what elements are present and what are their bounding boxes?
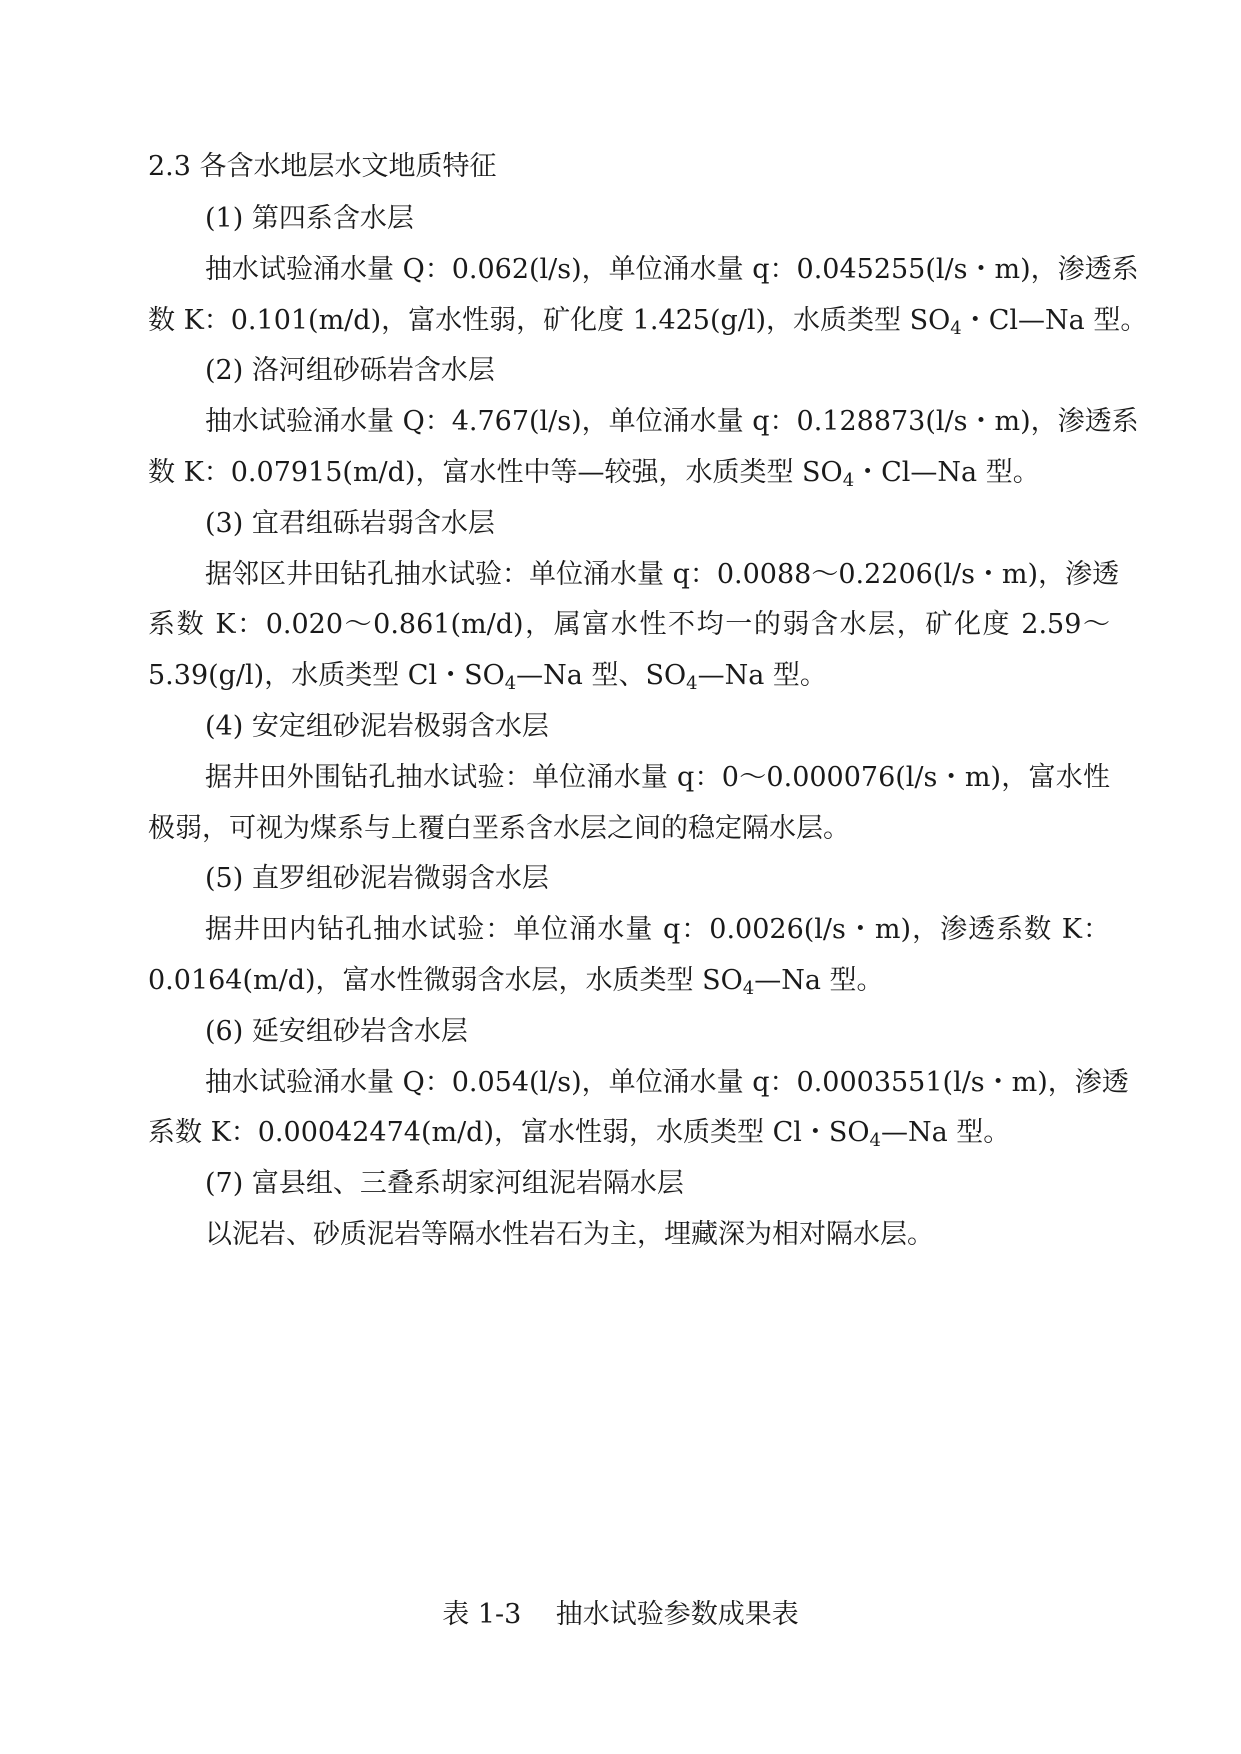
layer-heading: (2) 洛河组砂砾岩含水层 (205, 355, 495, 387)
paragraph-line: 0.0164(m/d)，富水性微弱含水层，水质类型 $SO_4—Na$ 型。 (148, 965, 884, 999)
section-title: 2.3 各含水地层水文地质特征 (148, 151, 497, 182)
paragraph-line: 系数 K：0.020～0.861(m/d)，属富水性不均一的弱含水层，矿化度 2.59～ (148, 609, 1110, 641)
layer-heading: (5) 直罗组砂泥岩微弱含水层 (205, 863, 549, 895)
paragraph-line: 系数 K：0.00042474(m/d)，富水性弱，水质类型 Cl・$SO_4—Na$ 型。 (148, 1117, 1011, 1152)
paragraph-line: 数 K：0.07915(m/d)，富水性中等—较强，水质类型 $SO_4$・Cl—Na 型。 (148, 457, 1040, 491)
paragraph-line: 据井田内钻孔抽水试验：单位涌水量 q：0.0026(l/s・m)，渗透系数 K： (205, 914, 1110, 946)
paragraph-line: 抽水试验涌水量 Q：0.054(l/s)，单位涌水量 q：0.0003551(l/s・m)，渗透 (205, 1066, 1129, 1098)
layer-heading: (3) 宜君组砾岩弱含水层 (205, 507, 495, 539)
paragraph-line: 抽水试验涌水量 Q：0.062(l/s)，单位涌水量 q：0.045255(l/s・m)，渗透系 (205, 253, 1139, 285)
layer-heading: (4) 安定组砂泥岩极弱含水层 (205, 711, 549, 742)
table-caption: 表 1-3 抽水试验参数成果表 (442, 1599, 799, 1630)
paragraph-line: 据邻区井田钻孔抽水试验：单位涌水量 q：0.0088～0.2206(l/s・m)，渗透 (205, 558, 1120, 590)
paragraph-line: 据井田外围钻孔抽水试验：单位涌水量 q：0～0.000076(l/s・m)，富水性 (205, 761, 1110, 793)
layer-heading: (1) 第四系含水层 (205, 203, 414, 234)
paragraph-line: 以泥岩、砂质泥岩等隔水性岩石为主，埋藏深为相对隔水层。 (205, 1219, 934, 1250)
layer-heading: (7) 富县组、三叠系胡家河组泥岩隔水层 (205, 1168, 684, 1200)
layer-heading: (6) 延安组砂岩含水层 (205, 1015, 468, 1047)
paragraph-line: 抽水试验涌水量 Q：4.767(l/s)，单位涌水量 q：0.128873(l/s・m)，渗透系 (205, 406, 1139, 438)
paragraph-line: 数 K：0.101(m/d)，富水性弱，矿化度 1.425(g/l)，水质类型 $SO_4$・Cl—Na 型。 (148, 304, 1148, 339)
paragraph-line: 极弱，可视为煤系与上覆白垩系含水层之间的稳定隔水层。 (148, 812, 850, 844)
paragraph-line: 5.39(g/l)，水质类型 Cl・$SO_4—Na$ 型、$SO_4—Na$ 型。 (148, 660, 827, 695)
